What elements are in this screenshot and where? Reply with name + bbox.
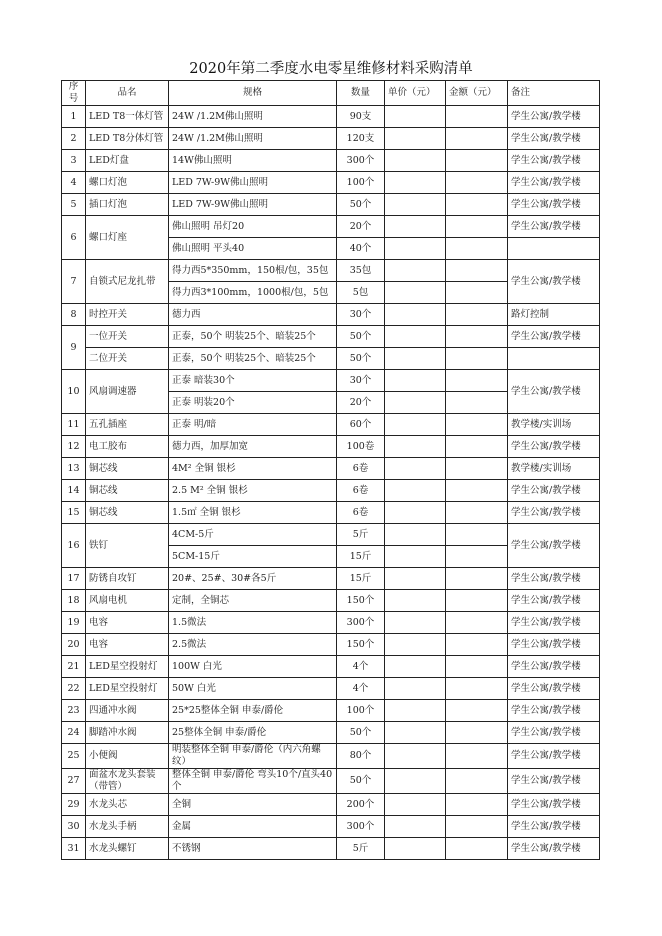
item-spec: 佛山照明 平头40 xyxy=(169,238,337,260)
item-spec: 50W 白光 xyxy=(169,678,337,700)
item-amount xyxy=(446,326,508,348)
item-spec: 正泰，50个 明装25个、暗装25个 xyxy=(169,326,337,348)
item-name: 一位开关 xyxy=(86,326,169,348)
item-remark: 学生公寓/教学楼 xyxy=(508,172,600,194)
item-name: 水龙头手柄 xyxy=(86,816,169,838)
item-unit-price xyxy=(385,106,446,128)
item-remark: 教学楼/实训场 xyxy=(508,414,600,436)
item-amount xyxy=(446,502,508,524)
table-row xyxy=(62,744,600,769)
item-remark: 学生公寓/教学楼 xyxy=(508,678,600,700)
item-unit-price xyxy=(385,816,446,838)
item-spec: 1.5㎡ 全铜 银杉 xyxy=(169,502,337,524)
item-name: 脚踏冲水阀 xyxy=(86,722,169,744)
item-qty: 100个 xyxy=(337,700,385,722)
header-no: 序号 xyxy=(62,81,86,106)
item-remark xyxy=(508,238,600,260)
item-amount xyxy=(446,348,508,370)
table-row xyxy=(62,458,600,480)
item-qty: 100个 xyxy=(337,172,385,194)
item-qty: 300个 xyxy=(337,816,385,838)
table-row xyxy=(62,590,600,612)
item-name: 自锁式尼龙扎带 xyxy=(86,260,169,304)
item-unit-price xyxy=(385,794,446,816)
item-unit-price xyxy=(385,700,446,722)
item-no: 25 xyxy=(62,744,86,769)
item-spec: LED 7W-9W佛山照明 xyxy=(169,194,337,216)
item-unit-price xyxy=(385,769,446,794)
item-qty: 100卷 xyxy=(337,436,385,458)
item-no: 17 xyxy=(62,568,86,590)
table-row xyxy=(62,612,600,634)
item-no: 18 xyxy=(62,590,86,612)
table-row xyxy=(62,128,600,150)
table-row xyxy=(62,216,600,238)
item-unit-price xyxy=(385,414,446,436)
item-name: LED T8分体灯管 xyxy=(86,128,169,150)
item-spec: 25*25整体全铜 申泰/爵伦 xyxy=(169,700,337,722)
item-no: 15 xyxy=(62,502,86,524)
header-unit-price: 单价（元） xyxy=(385,81,446,106)
item-spec: 得力西5*350mm，150根/包，35包 xyxy=(169,260,337,282)
item-remark: 学生公寓/教学楼 xyxy=(508,436,600,458)
item-unit-price xyxy=(385,590,446,612)
item-unit-price xyxy=(385,436,446,458)
header-qty: 数量 xyxy=(337,81,385,106)
item-no: 10 xyxy=(62,370,86,414)
item-no: 5 xyxy=(62,194,86,216)
item-no: 3 xyxy=(62,150,86,172)
item-spec: 正泰，50个 明装25个、暗装25个 xyxy=(169,348,337,370)
item-unit-price xyxy=(385,260,446,282)
item-remark: 学生公寓/教学楼 xyxy=(508,656,600,678)
item-remark: 学生公寓/教学楼 xyxy=(508,794,600,816)
item-amount xyxy=(446,700,508,722)
item-qty: 4个 xyxy=(337,656,385,678)
table-body xyxy=(62,106,600,860)
table-row xyxy=(62,769,600,794)
item-unit-price xyxy=(385,392,446,414)
table-row xyxy=(62,304,600,326)
item-amount xyxy=(446,216,508,238)
item-name: LED星空投射灯 xyxy=(86,656,169,678)
table-row xyxy=(62,722,600,744)
item-unit-price xyxy=(385,546,446,568)
item-remark: 路灯控制 xyxy=(508,304,600,326)
item-no: 16 xyxy=(62,524,86,568)
item-unit-price xyxy=(385,238,446,260)
item-spec: 5CM-15斤 xyxy=(169,546,337,568)
item-remark: 学生公寓/教学楼 xyxy=(508,524,600,568)
item-amount xyxy=(446,238,508,260)
item-remark: 教学楼/实训场 xyxy=(508,458,600,480)
item-unit-price xyxy=(385,568,446,590)
item-name: 防锈自攻钉 xyxy=(86,568,169,590)
item-name: LED T8一体灯管 xyxy=(86,106,169,128)
item-qty: 60个 xyxy=(337,414,385,436)
item-name: 面盆水龙头套装（带管） xyxy=(86,769,169,794)
item-spec: 4M² 全铜 银杉 xyxy=(169,458,337,480)
item-amount xyxy=(446,194,508,216)
item-amount xyxy=(446,590,508,612)
item-name: 铁钉 xyxy=(86,524,169,568)
item-remark: 学生公寓/教学楼 xyxy=(508,128,600,150)
item-name: 风扇调速器 xyxy=(86,370,169,414)
item-spec: 正泰 暗装30个 xyxy=(169,370,337,392)
item-no: 6 xyxy=(62,216,86,260)
item-remark: 学生公寓/教学楼 xyxy=(508,480,600,502)
table-row xyxy=(62,194,600,216)
header-amount: 金额（元） xyxy=(446,81,508,106)
item-amount xyxy=(446,546,508,568)
item-unit-price xyxy=(385,282,446,304)
item-remark: 学生公寓/教学楼 xyxy=(508,568,600,590)
item-amount xyxy=(446,769,508,794)
item-amount xyxy=(446,794,508,816)
item-spec: 整体全铜 申泰/爵伦 弯头10个/直头40个 xyxy=(169,769,337,794)
item-no: 2 xyxy=(62,128,86,150)
item-qty: 50个 xyxy=(337,348,385,370)
item-qty: 15斤 xyxy=(337,546,385,568)
item-remark: 学生公寓/教学楼 xyxy=(508,744,600,769)
document-title: 2020年第二季度水电零星维修材料采购清单 xyxy=(189,61,473,77)
item-unit-price xyxy=(385,502,446,524)
item-spec: 24W /1.2M佛山照明 xyxy=(169,128,337,150)
item-spec: 100W 白光 xyxy=(169,656,337,678)
item-remark: 学生公寓/教学楼 xyxy=(508,216,600,238)
item-unit-price xyxy=(385,326,446,348)
table-row xyxy=(62,678,600,700)
table-row xyxy=(62,700,600,722)
table-row xyxy=(62,838,600,860)
item-no: 20 xyxy=(62,634,86,656)
item-spec: 得力西3*100mm，1000根/包，5包 xyxy=(169,282,337,304)
item-no: 1 xyxy=(62,106,86,128)
item-qty: 6卷 xyxy=(337,502,385,524)
item-no: 22 xyxy=(62,678,86,700)
item-no: 13 xyxy=(62,458,86,480)
table-row xyxy=(62,568,600,590)
item-unit-price xyxy=(385,216,446,238)
item-amount xyxy=(446,744,508,769)
item-remark: 学生公寓/教学楼 xyxy=(508,816,600,838)
item-amount xyxy=(446,282,508,304)
item-name: 二位开关 xyxy=(86,348,169,370)
item-spec: 4CM-5斤 xyxy=(169,524,337,546)
item-amount xyxy=(446,612,508,634)
item-name: 铜芯线 xyxy=(86,458,169,480)
item-spec: 全铜 xyxy=(169,794,337,816)
item-amount xyxy=(446,524,508,546)
item-no: 11 xyxy=(62,414,86,436)
table-row xyxy=(62,436,600,458)
item-amount xyxy=(446,722,508,744)
item-spec: 1.5微法 xyxy=(169,612,337,634)
item-unit-price xyxy=(385,744,446,769)
item-remark: 学生公寓/教学楼 xyxy=(508,590,600,612)
item-qty: 30个 xyxy=(337,370,385,392)
item-name: 电容 xyxy=(86,612,169,634)
item-name: 水龙头螺钉 xyxy=(86,838,169,860)
item-amount xyxy=(446,816,508,838)
item-name: 铜芯线 xyxy=(86,480,169,502)
item-amount xyxy=(446,414,508,436)
item-amount xyxy=(446,304,508,326)
item-qty: 150个 xyxy=(337,590,385,612)
item-qty: 300个 xyxy=(337,150,385,172)
item-remark xyxy=(508,348,600,370)
item-no: 27 xyxy=(62,769,86,794)
table-row xyxy=(62,414,600,436)
table-row xyxy=(62,634,600,656)
item-no: 31 xyxy=(62,838,86,860)
item-spec: LED 7W-9W佛山照明 xyxy=(169,172,337,194)
item-amount xyxy=(446,480,508,502)
item-qty: 150个 xyxy=(337,634,385,656)
item-spec: 佛山照明 吊灯20 xyxy=(169,216,337,238)
item-amount xyxy=(446,150,508,172)
item-spec: 明装整体全铜 申泰/爵伦（内六角螺纹） xyxy=(169,744,337,769)
item-spec: 2.5微法 xyxy=(169,634,337,656)
item-qty: 4个 xyxy=(337,678,385,700)
item-name: 四通冲水阀 xyxy=(86,700,169,722)
table-row xyxy=(62,106,600,128)
item-qty: 50个 xyxy=(337,194,385,216)
item-qty: 6卷 xyxy=(337,458,385,480)
item-remark: 学生公寓/教学楼 xyxy=(508,502,600,524)
item-qty: 90支 xyxy=(337,106,385,128)
item-no: 23 xyxy=(62,700,86,722)
item-qty: 50个 xyxy=(337,722,385,744)
item-no: 21 xyxy=(62,656,86,678)
item-qty: 5斤 xyxy=(337,838,385,860)
item-remark: 学生公寓/教学楼 xyxy=(508,612,600,634)
item-qty: 6卷 xyxy=(337,480,385,502)
item-unit-price xyxy=(385,678,446,700)
item-remark: 学生公寓/教学楼 xyxy=(508,326,600,348)
item-name: 螺口灯泡 xyxy=(86,172,169,194)
item-remark: 学生公寓/教学楼 xyxy=(508,150,600,172)
item-name: 螺口灯座 xyxy=(86,216,169,260)
table-row xyxy=(62,172,600,194)
item-name: 时控开关 xyxy=(86,304,169,326)
item-no: 8 xyxy=(62,304,86,326)
item-remark: 学生公寓/教学楼 xyxy=(508,634,600,656)
item-name: 电工胶布 xyxy=(86,436,169,458)
item-amount xyxy=(446,128,508,150)
item-unit-price xyxy=(385,612,446,634)
item-unit-price xyxy=(385,656,446,678)
item-unit-price xyxy=(385,150,446,172)
item-qty: 15斤 xyxy=(337,568,385,590)
item-qty: 5包 xyxy=(337,282,385,304)
item-remark: 学生公寓/教学楼 xyxy=(508,769,600,794)
item-name: LED星空投射灯 xyxy=(86,678,169,700)
item-spec: 正泰 明装20个 xyxy=(169,392,337,414)
item-qty: 20个 xyxy=(337,392,385,414)
table-row xyxy=(62,502,600,524)
header-row xyxy=(62,81,600,106)
header-spec: 规格 xyxy=(169,81,337,106)
item-unit-price xyxy=(385,634,446,656)
item-qty: 35包 xyxy=(337,260,385,282)
item-amount xyxy=(446,838,508,860)
item-remark: 学生公寓/教学楼 xyxy=(508,106,600,128)
item-qty: 50个 xyxy=(337,326,385,348)
item-qty: 80个 xyxy=(337,744,385,769)
item-qty: 20个 xyxy=(337,216,385,238)
item-name: 水龙头芯 xyxy=(86,794,169,816)
item-amount xyxy=(446,106,508,128)
item-spec: 金属 xyxy=(169,816,337,838)
item-name: 铜芯线 xyxy=(86,502,169,524)
item-remark: 学生公寓/教学楼 xyxy=(508,700,600,722)
item-qty: 40个 xyxy=(337,238,385,260)
item-qty: 120支 xyxy=(337,128,385,150)
table-row xyxy=(62,794,600,816)
header-name: 品名 xyxy=(86,81,169,106)
item-name: 插口灯泡 xyxy=(86,194,169,216)
item-unit-price xyxy=(385,348,446,370)
item-no: 14 xyxy=(62,480,86,502)
table-row xyxy=(62,260,600,282)
table-row xyxy=(62,480,600,502)
item-unit-price xyxy=(385,128,446,150)
item-amount xyxy=(446,260,508,282)
item-name: LED灯盘 xyxy=(86,150,169,172)
table-row xyxy=(62,656,600,678)
item-amount xyxy=(446,656,508,678)
item-amount xyxy=(446,634,508,656)
item-no: 19 xyxy=(62,612,86,634)
item-spec: 25整体全铜 申泰/爵伦 xyxy=(169,722,337,744)
item-no: 30 xyxy=(62,816,86,838)
item-remark: 学生公寓/教学楼 xyxy=(508,194,600,216)
item-spec: 20#、25#、30#各5斤 xyxy=(169,568,337,590)
item-spec: 14W佛山照明 xyxy=(169,150,337,172)
item-name: 电容 xyxy=(86,634,169,656)
table-row xyxy=(62,326,600,348)
item-amount xyxy=(446,392,508,414)
item-qty: 200个 xyxy=(337,794,385,816)
item-spec: 2.5 M² 全铜 银杉 xyxy=(169,480,337,502)
item-spec: 德力西 xyxy=(169,304,337,326)
item-unit-price xyxy=(385,524,446,546)
item-no: 12 xyxy=(62,436,86,458)
table-row xyxy=(62,524,600,546)
table-row xyxy=(62,370,600,392)
header-remark: 备注 xyxy=(508,81,600,106)
item-qty: 300个 xyxy=(337,612,385,634)
item-remark: 学生公寓/教学楼 xyxy=(508,370,600,414)
item-remark: 学生公寓/教学楼 xyxy=(508,722,600,744)
item-amount xyxy=(446,436,508,458)
item-spec: 24W /1.2M佛山照明 xyxy=(169,106,337,128)
item-amount xyxy=(446,458,508,480)
item-qty: 5斤 xyxy=(337,524,385,546)
item-no: 24 xyxy=(62,722,86,744)
item-unit-price xyxy=(385,370,446,392)
item-unit-price xyxy=(385,194,446,216)
item-amount xyxy=(446,172,508,194)
item-no: 29 xyxy=(62,794,86,816)
item-spec: 定制，全铜芯 xyxy=(169,590,337,612)
item-unit-price xyxy=(385,304,446,326)
item-unit-price xyxy=(385,480,446,502)
table-row xyxy=(62,150,600,172)
item-name: 五孔插座 xyxy=(86,414,169,436)
table-row xyxy=(62,348,600,370)
item-no: 4 xyxy=(62,172,86,194)
table-row xyxy=(62,816,600,838)
item-spec: 德力西，加厚加宽 xyxy=(169,436,337,458)
item-no: 7 xyxy=(62,260,86,304)
item-amount xyxy=(446,568,508,590)
item-unit-price xyxy=(385,838,446,860)
item-name: 风扇电机 xyxy=(86,590,169,612)
item-qty: 30个 xyxy=(337,304,385,326)
item-unit-price xyxy=(385,172,446,194)
item-unit-price xyxy=(385,722,446,744)
item-spec: 不锈钢 xyxy=(169,838,337,860)
item-no: 9 xyxy=(62,326,86,370)
item-amount xyxy=(446,678,508,700)
item-amount xyxy=(446,370,508,392)
item-remark: 学生公寓/教学楼 xyxy=(508,838,600,860)
procurement-table xyxy=(61,80,600,860)
item-unit-price xyxy=(385,458,446,480)
item-name: 小便阀 xyxy=(86,744,169,769)
item-remark: 学生公寓/教学楼 xyxy=(508,260,600,304)
item-spec: 正泰 明/暗 xyxy=(169,414,337,436)
item-qty: 50个 xyxy=(337,769,385,794)
